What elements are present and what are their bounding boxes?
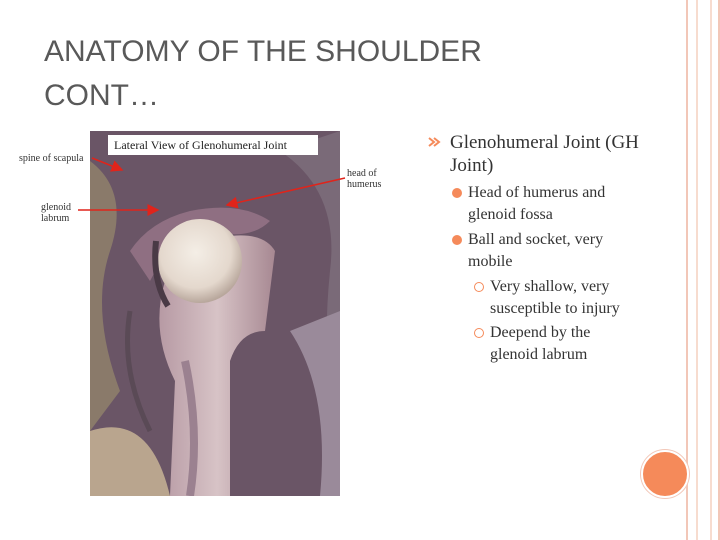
callout-glenoid-labrum [41,202,71,224]
open-circle-bullet-icon [474,282,484,292]
double-arrow-bullet-icon [428,135,442,149]
decorative-orange-circle [641,450,689,498]
callout-head-of-humerus [347,168,381,190]
filled-circle-bullet-icon [452,235,462,245]
bullet-sub2-text: Ball and socket, very mobile [468,231,604,270]
bullet-sub1 [450,182,642,226]
bullet-sub2 [450,229,642,273]
bullet-main-text: Glenohumeral Joint (GH Joint) [450,132,639,176]
bullet-sub2-child-1 [472,276,642,320]
bullet-sub2-child-2 [472,322,642,366]
bullet-sub1-text: Head of humerus and glenoid fossa [468,184,606,223]
open-circle-bullet-icon [474,328,484,338]
bullet-sub2-child-1-text: Very shallow, very susceptible to injury [490,278,620,317]
callout-head-line2: humerus [347,179,382,190]
callout-labrum-line1: glenoid [41,202,71,213]
shoulder-joint-illustration [90,131,340,496]
filled-circle-bullet-icon [452,188,462,198]
callout-labrum-line2: labrum [41,213,70,224]
bullet-main [422,131,642,177]
callout-spine-of-scapula [19,153,83,164]
decorative-right-border [686,0,720,540]
callout-spine-label: spine of scapula [19,153,84,164]
figure-caption: Lateral View of Glenohumeral Joint [108,135,318,155]
bullet-sub2-child-2-text: Deepend by the glenoid labrum [490,324,591,363]
shoulder-joint-photo [90,131,340,496]
callout-head-line1: head of [347,168,377,179]
bullet-list [422,131,642,368]
slide-title: ANATOMY OF THE SHOULDER CONT… [44,35,482,112]
